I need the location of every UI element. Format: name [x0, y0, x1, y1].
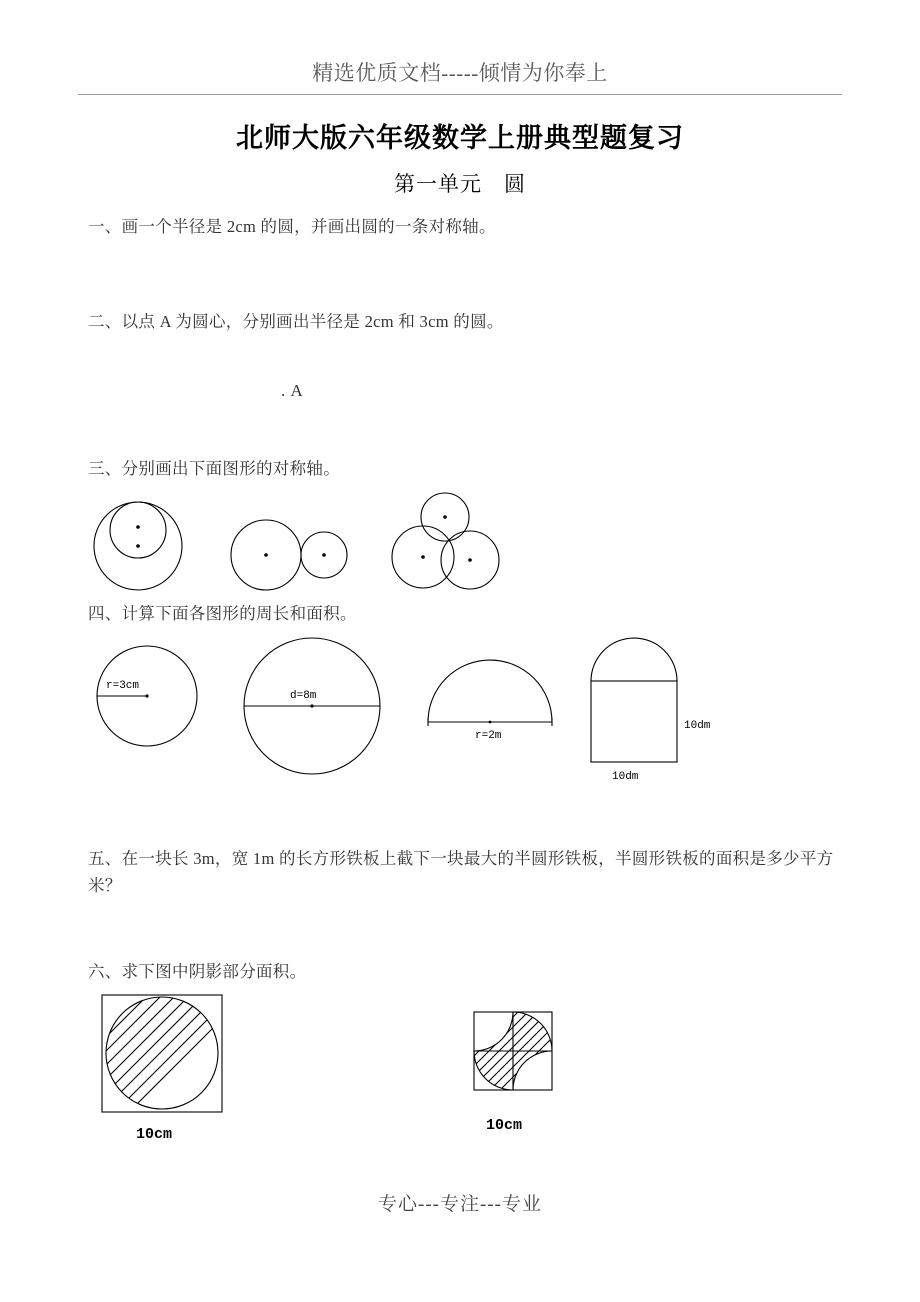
- label-dome-square-height: 10dm: [684, 720, 711, 732]
- figure-shaded-concave-star: [466, 1004, 596, 1144]
- question-5-text: 五、在一块长 3m，宽 1m 的长方形铁板上截下一块最大的半圆形铁板，半圆形铁板的面积是多少平方米？: [88, 849, 834, 895]
- figure-semicircle: [420, 650, 566, 752]
- page-title: 北师大版六年级数学上册典型题复习: [236, 123, 684, 153]
- label-semicircle-radius: r=2m: [475, 730, 502, 742]
- label-dome-square-width: 10dm: [612, 771, 639, 783]
- label-shaded-circle-side: 10cm: [136, 1126, 173, 1143]
- figure-circle-radius: [90, 639, 210, 759]
- header-banner: 精选优质文档-----倾情为你奉上: [312, 61, 608, 85]
- label-circle-diameter: d=8m: [290, 690, 317, 702]
- figure-circle-diameter: [238, 634, 390, 780]
- label-circle-radius: r=3cm: [106, 680, 140, 692]
- question-6-text: 六、求下图中阴影部分面积。: [88, 962, 307, 981]
- label-shaded-star-side: 10cm: [486, 1117, 523, 1134]
- figure-tangent-inner-circles: [88, 493, 192, 593]
- question-2-text: 二、以点 A 为圆心，分别画出半径是 2cm 和 3cm 的圆。: [88, 312, 504, 331]
- footer-text: 专心---专注---专业: [378, 1194, 542, 1215]
- question-1-text: 一、画一个半径是 2cm 的圆，并画出圆的一条对称轴。: [88, 217, 496, 236]
- figure-two-tangent-circles: [228, 518, 354, 590]
- point-a-marker: . A: [281, 381, 304, 400]
- question-3-text: 三、分别画出下面图形的对称轴。: [88, 459, 340, 478]
- figure-shaded-inscribed-circle: [100, 993, 260, 1145]
- figure-three-tangent-circles: [390, 490, 500, 592]
- unit-title: 第一单元 圆: [394, 172, 526, 196]
- hatch-fill-star: [426, 964, 626, 1164]
- header-divider: [78, 94, 842, 95]
- question-4-text: 四、计算下面各图形的周长和面积。: [88, 604, 357, 623]
- figure-square-with-dome: [580, 632, 730, 784]
